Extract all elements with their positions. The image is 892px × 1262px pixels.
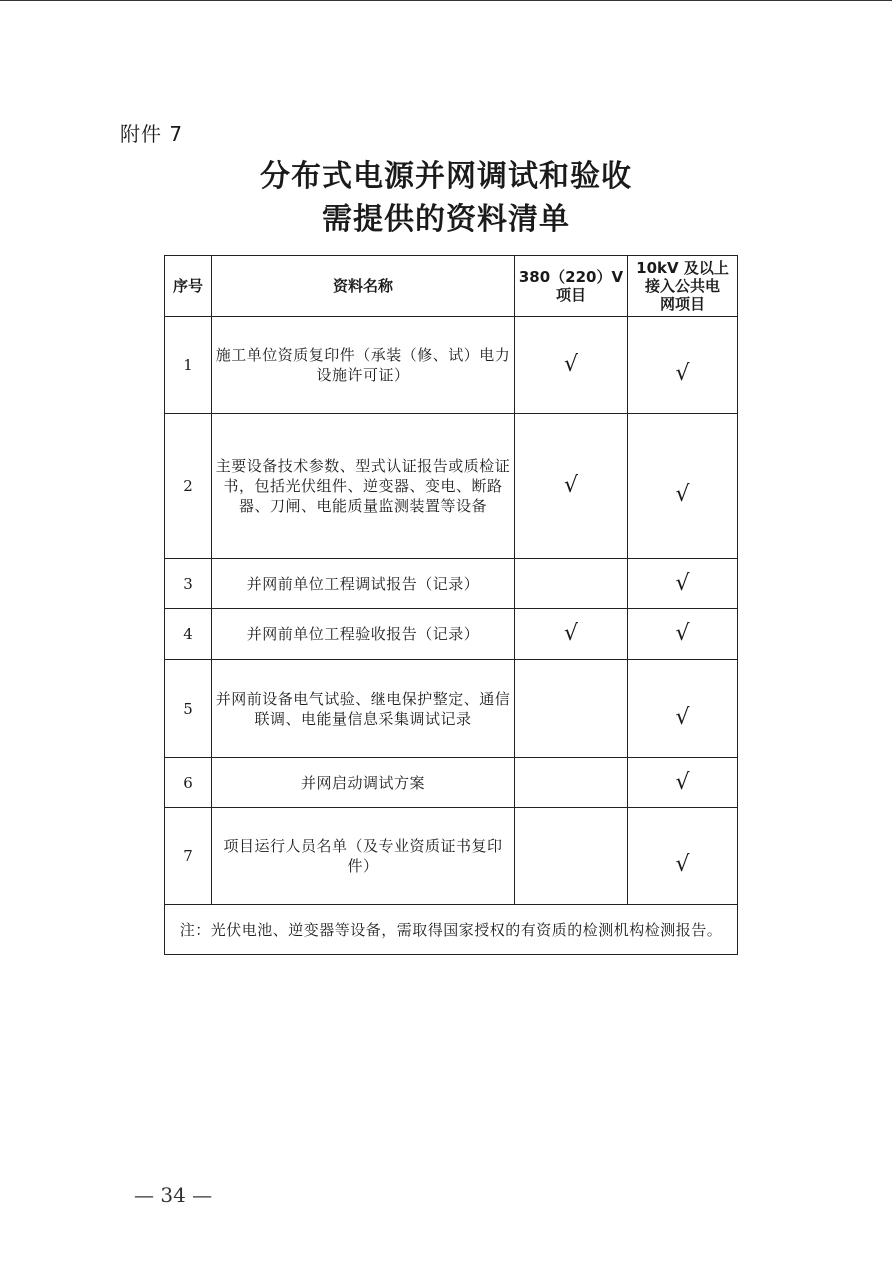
table-row <box>165 758 738 808</box>
check-mark-icon: √ <box>675 704 690 730</box>
table-row <box>165 808 738 905</box>
column-header-high-voltage <box>628 256 738 317</box>
low-voltage-header-line1: 380（220）V <box>518 268 624 286</box>
material-name: 并网启动调试方案 <box>212 758 515 808</box>
material-name: 主要设备技术参数、型式认证报告或质检证书，包括光伏组件、逆变器、变电、断路器、刀闸、电能质量监测装置等设备 <box>212 414 515 559</box>
material-name: 项目运行人员名单（及专业资质证书复印件） <box>212 808 515 905</box>
high-voltage-cell <box>628 414 738 559</box>
column-header-low-voltage <box>515 256 628 317</box>
check-mark-icon: √ <box>675 570 690 596</box>
high-voltage-cell <box>628 609 738 660</box>
check-mark-icon: √ <box>675 482 690 507</box>
document-title-line1: 分布式电源并网调试和验收 <box>260 159 632 194</box>
material-name: 并网前单位工程调试报告（记录） <box>212 559 515 609</box>
materials-table <box>164 255 738 955</box>
check-mark-icon: √ <box>675 852 690 877</box>
high-voltage-cell <box>628 559 738 609</box>
high-voltage-header-line2: 接入公共电 <box>644 277 720 295</box>
table-row <box>165 559 738 609</box>
low-voltage-cell <box>515 317 628 414</box>
column-header-no: 序号 <box>165 256 212 317</box>
low-voltage-cell <box>515 559 628 609</box>
table-note: 注：光伏电池、逆变器等设备，需取得国家授权的有资质的检测机构检测报告。 <box>165 905 738 955</box>
row-number: 6 <box>165 758 212 808</box>
check-mark-icon: √ <box>563 473 579 498</box>
attachment-label: 附件 7 <box>120 122 184 146</box>
high-voltage-cell <box>628 758 738 808</box>
row-number: 7 <box>165 808 212 905</box>
material-name: 并网前单位工程验收报告（记录） <box>212 609 515 660</box>
material-name: 施工单位资质复印件（承装（修、试）电力设施许可证） <box>212 317 515 414</box>
check-mark-icon: √ <box>675 621 690 646</box>
low-voltage-cell <box>515 609 628 660</box>
top-border-line <box>0 0 892 1</box>
material-name: 并网前设备电气试验、继电保护整定、通信联调、电能量信息采集调试记录 <box>212 660 515 758</box>
table-header-row <box>165 256 738 317</box>
check-mark-icon: √ <box>675 769 690 795</box>
high-voltage-cell <box>628 317 738 414</box>
table-row <box>165 414 738 559</box>
high-voltage-header-line1: 10kV 及以上 <box>636 259 729 277</box>
table-row <box>165 660 738 758</box>
check-mark-icon: √ <box>563 352 579 377</box>
check-mark-icon: √ <box>675 361 690 386</box>
row-number: 2 <box>165 414 212 559</box>
check-mark-icon: √ <box>563 621 579 646</box>
table-row <box>165 317 738 414</box>
low-voltage-cell <box>515 414 628 559</box>
row-number: 5 <box>165 660 212 758</box>
column-header-name: 资料名称 <box>212 256 515 317</box>
page-number: — 34 — <box>134 1183 213 1207</box>
row-number: 1 <box>165 317 212 414</box>
low-voltage-cell <box>515 758 628 808</box>
document-title-line2: 需提供的资料清单 <box>322 202 570 237</box>
high-voltage-header-line3: 网项目 <box>659 295 705 313</box>
low-voltage-cell <box>515 660 628 758</box>
note-row <box>165 905 738 955</box>
low-voltage-cell <box>515 808 628 905</box>
high-voltage-cell <box>628 808 738 905</box>
high-voltage-cell <box>628 660 738 758</box>
row-number: 4 <box>165 609 212 660</box>
row-number: 3 <box>165 559 212 609</box>
table-row <box>165 609 738 660</box>
low-voltage-header-line2: 项目 <box>555 286 586 304</box>
